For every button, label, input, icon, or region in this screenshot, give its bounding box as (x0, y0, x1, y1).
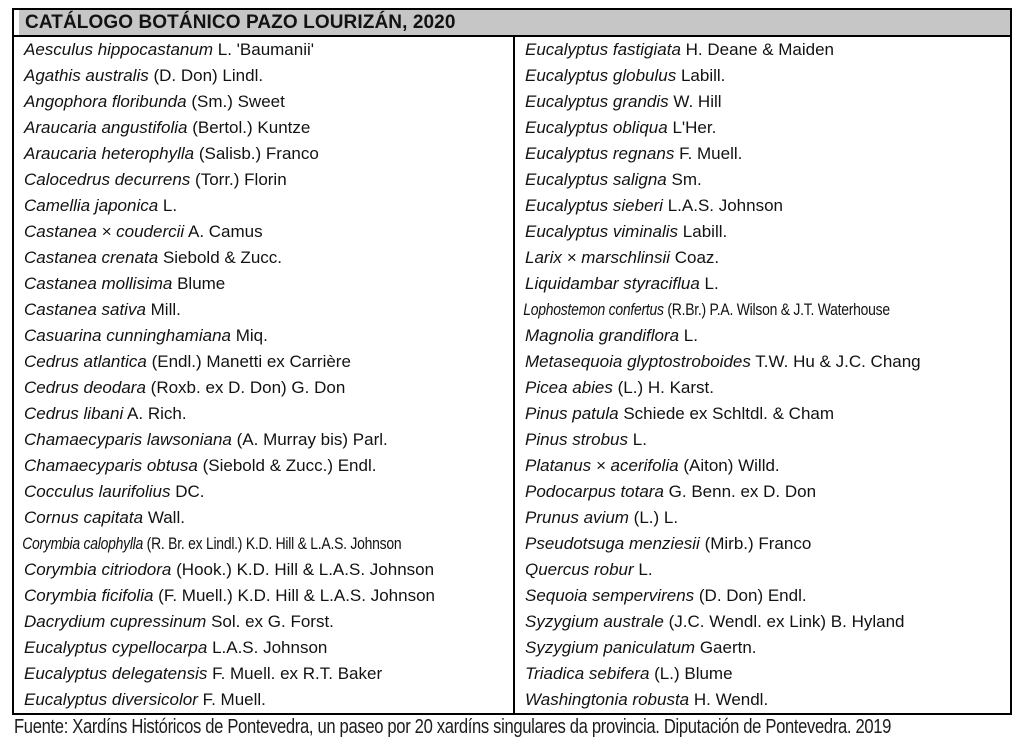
species-name: Pinus strobus (525, 430, 628, 449)
species-row (515, 219, 1010, 245)
author-citation: (Salisb.) Franco (198, 144, 319, 163)
species-name: Chamaecyparis lawsoniana (24, 430, 232, 449)
species-name: Eucalyptus delegatensis (24, 664, 208, 683)
species-name: Metasequoia glyptostroboides (525, 352, 751, 371)
species-name: Chamaecyparis obtusa (24, 456, 198, 475)
species-row (14, 375, 513, 401)
source-footnote: Fuente: Xardíns Históricos de Pontevedra, un paseo por 20 xardíns singulares da provincia. Diputación de Pontevedra. 2019 (14, 716, 892, 738)
species-name: Agathis australis (24, 66, 149, 85)
species-name: Cornus capitata (24, 508, 144, 527)
species-row (515, 453, 1010, 479)
species-row (14, 557, 513, 583)
species-name: Washingtonia robusta (525, 690, 690, 709)
author-citation: L'Her. (672, 118, 717, 137)
author-citation: (Hook.) K.D. Hill & L.A.S. Johnson (176, 560, 435, 579)
species-name: Cedrus libani (24, 404, 124, 423)
author-citation: (Roxb. ex D. Don) G. Don (150, 378, 346, 397)
species-row (14, 427, 513, 453)
author-citation: (Endl.) Manetti ex Carrière (151, 352, 351, 371)
species-row (515, 349, 1010, 375)
species-name: Castanea crenata (24, 248, 159, 267)
author-citation: Labill. (682, 222, 728, 241)
author-citation: (A. Murray bis) Parl. (236, 430, 388, 449)
species-name: Syzygium paniculatum (525, 638, 696, 657)
right-column (515, 37, 1010, 713)
species-row (14, 661, 513, 687)
species-row (515, 271, 1010, 297)
species-name: Picea abies (525, 378, 613, 397)
author-citation: (Torr.) Florin (195, 170, 287, 189)
author-citation: L. 'Baumanii' (217, 40, 315, 59)
table-header (14, 10, 1010, 37)
species-name: Eucalyptus fastigiata (525, 40, 681, 59)
author-citation: F. Muell. (202, 690, 266, 709)
species-row (515, 245, 1010, 271)
species-row (14, 141, 513, 167)
species-row (515, 141, 1010, 167)
left-column (14, 37, 513, 713)
author-citation: (J.C. Wendl. ex Link) B. Hyland (668, 612, 905, 631)
species-name: Eucalyptus grandis (525, 92, 669, 111)
species-row (14, 245, 513, 271)
catalog-table (12, 8, 1012, 715)
author-citation: H. Deane & Maiden (685, 40, 835, 59)
species-row (14, 219, 513, 245)
species-name: Castanea × coudercii (24, 222, 185, 241)
species-row (14, 505, 513, 531)
species-row (515, 167, 1010, 193)
species-row (515, 401, 1010, 427)
author-citation: F. Muell. ex R.T. Baker (212, 664, 383, 683)
species-row (14, 271, 513, 297)
species-row (14, 583, 513, 609)
species-name: Corymbia ficifolia (24, 586, 154, 605)
species-name: Angophora floribunda (24, 92, 187, 111)
species-name: Corymbia calophylla (22, 534, 144, 553)
author-citation: (D. Don) Lindl. (153, 66, 264, 85)
author-citation: G. Benn. ex D. Don (668, 482, 817, 501)
species-row (14, 349, 513, 375)
species-name: Aesculus hippocastanum (24, 40, 214, 59)
author-citation: DC. (175, 482, 205, 501)
author-citation: (R. Br. ex Lindl.) K.D. Hill & L.A.S. Johnson (146, 534, 402, 553)
author-citation: (Mirb.) Franco (704, 534, 812, 553)
author-citation: Siebold & Zucc. (162, 248, 282, 267)
species-name: Cedrus deodara (24, 378, 146, 397)
species-name: Quercus robur (525, 560, 634, 579)
species-row (14, 37, 513, 63)
species-name: Eucalyptus viminalis (525, 222, 679, 241)
author-citation: L. (162, 196, 178, 215)
species-name: Platanus × acerifolia (525, 456, 679, 475)
species-row (515, 609, 1010, 635)
species-name: Liquidambar styraciflua (525, 274, 700, 293)
author-citation: Blume (177, 274, 226, 293)
species-name: Eucalyptus sieberi (525, 196, 663, 215)
species-name: Pinus patula (525, 404, 619, 423)
species-row (515, 427, 1010, 453)
species-name: Larix × marschlinsii (525, 248, 671, 267)
species-name: Eucalyptus diversicolor (24, 690, 198, 709)
species-row (14, 193, 513, 219)
author-citation: (R.Br.) P.A. Wilson & J.T. Waterhouse (667, 300, 890, 319)
author-citation: Sol. ex G. Forst. (211, 612, 334, 631)
author-citation: (Aiton) Willd. (683, 456, 780, 475)
species-row (14, 635, 513, 661)
author-citation: Coaz. (674, 248, 720, 267)
species-row (14, 167, 513, 193)
author-citation: H. Wendl. (693, 690, 769, 709)
species-row (14, 63, 513, 89)
species-row (14, 531, 423, 557)
author-citation: Miq. (235, 326, 268, 345)
species-name: Cocculus laurifolius (24, 482, 171, 501)
author-citation: W. Hill (673, 92, 722, 111)
species-name: Eucalyptus regnans (525, 144, 675, 163)
species-row (515, 531, 1010, 557)
author-citation: (Siebold & Zucc.) Endl. (202, 456, 377, 475)
species-row (14, 323, 513, 349)
species-row (515, 375, 1010, 401)
species-name: Dacrydium cupressinum (24, 612, 207, 631)
species-name: Camellia japonica (24, 196, 159, 215)
author-citation: L.A.S. Johnson (667, 196, 784, 215)
species-row (515, 505, 1010, 531)
species-row (515, 63, 1010, 89)
author-citation: L. (638, 560, 653, 579)
author-citation: (D. Don) Endl. (698, 586, 807, 605)
author-citation: (Sm.) Sweet (191, 92, 285, 111)
author-citation: L. (704, 274, 719, 293)
species-row (515, 37, 1010, 63)
species-row (14, 687, 513, 713)
species-row (14, 401, 513, 427)
author-citation: Mill. (150, 300, 181, 319)
author-citation: A. Camus (187, 222, 263, 241)
species-row (515, 193, 1010, 219)
species-name: Eucalyptus saligna (525, 170, 667, 189)
species-row (515, 687, 1010, 713)
species-name: Syzygium australe (525, 612, 664, 631)
species-name: Calocedrus decurrens (24, 170, 191, 189)
species-row (515, 661, 1010, 687)
species-row (515, 479, 1010, 505)
species-row (515, 583, 1010, 609)
author-citation: Wall. (147, 508, 185, 527)
species-name: Eucalyptus globulus (525, 66, 677, 85)
species-name: Cedrus atlantica (24, 352, 147, 371)
author-citation: L.A.S. Johnson (212, 638, 328, 657)
species-name: Eucalyptus cypellocarpa (24, 638, 208, 657)
species-row (515, 557, 1010, 583)
author-citation: Gaertn. (699, 638, 757, 657)
author-citation: (F. Muell.) K.D. Hill & L.A.S. Johnson (158, 586, 435, 605)
species-name: Pseudotsuga menziesii (525, 534, 700, 553)
page-title: CATÁLOGO BOTÁNICO PAZO LOURIZÁN, 2020 (25, 11, 456, 33)
author-citation: T.W. Hu & J.C. Chang (755, 352, 921, 371)
species-name: Prunus avium (525, 508, 629, 527)
author-citation: L. (632, 430, 647, 449)
species-name: Lophostemon confertus (523, 300, 664, 319)
species-row (14, 479, 513, 505)
species-name: Corymbia citriodora (24, 560, 172, 579)
species-name: Triadica sebifera (525, 664, 650, 683)
species-name: Araucaria heterophylla (24, 144, 195, 163)
author-citation: (L.) L. (633, 508, 679, 527)
species-row (515, 323, 1010, 349)
species-row (515, 297, 921, 323)
species-row (14, 453, 513, 479)
species-name: Magnolia grandiflora (525, 326, 680, 345)
author-citation: (Bertol.) Kuntze (192, 118, 311, 137)
species-row (14, 89, 513, 115)
author-citation: F. Muell. (679, 144, 743, 163)
author-citation: (L.) Blume (654, 664, 733, 683)
species-name: Castanea mollisima (24, 274, 173, 293)
species-name: Eucalyptus obliqua (525, 118, 668, 137)
species-name: Sequoia sempervirens (525, 586, 695, 605)
author-citation: Schiede ex Schltdl. & Cham (623, 404, 835, 423)
species-name: Castanea sativa (24, 300, 146, 319)
author-citation: Sm. (671, 170, 702, 189)
species-row (515, 635, 1010, 661)
species-row (14, 115, 513, 141)
species-row (14, 297, 513, 323)
author-citation: Labill. (680, 66, 726, 85)
species-row (515, 115, 1010, 141)
header-notch (14, 10, 19, 35)
species-name: Casuarina cunninghamiana (24, 326, 231, 345)
species-name: Araucaria angustifolia (24, 118, 188, 137)
species-name: Podocarpus totara (525, 482, 664, 501)
table-body (14, 37, 1010, 713)
author-citation: (L.) H. Karst. (617, 378, 714, 397)
author-citation: A. Rich. (127, 404, 187, 423)
species-row (515, 89, 1010, 115)
species-row (14, 609, 513, 635)
author-citation: L. (683, 326, 698, 345)
